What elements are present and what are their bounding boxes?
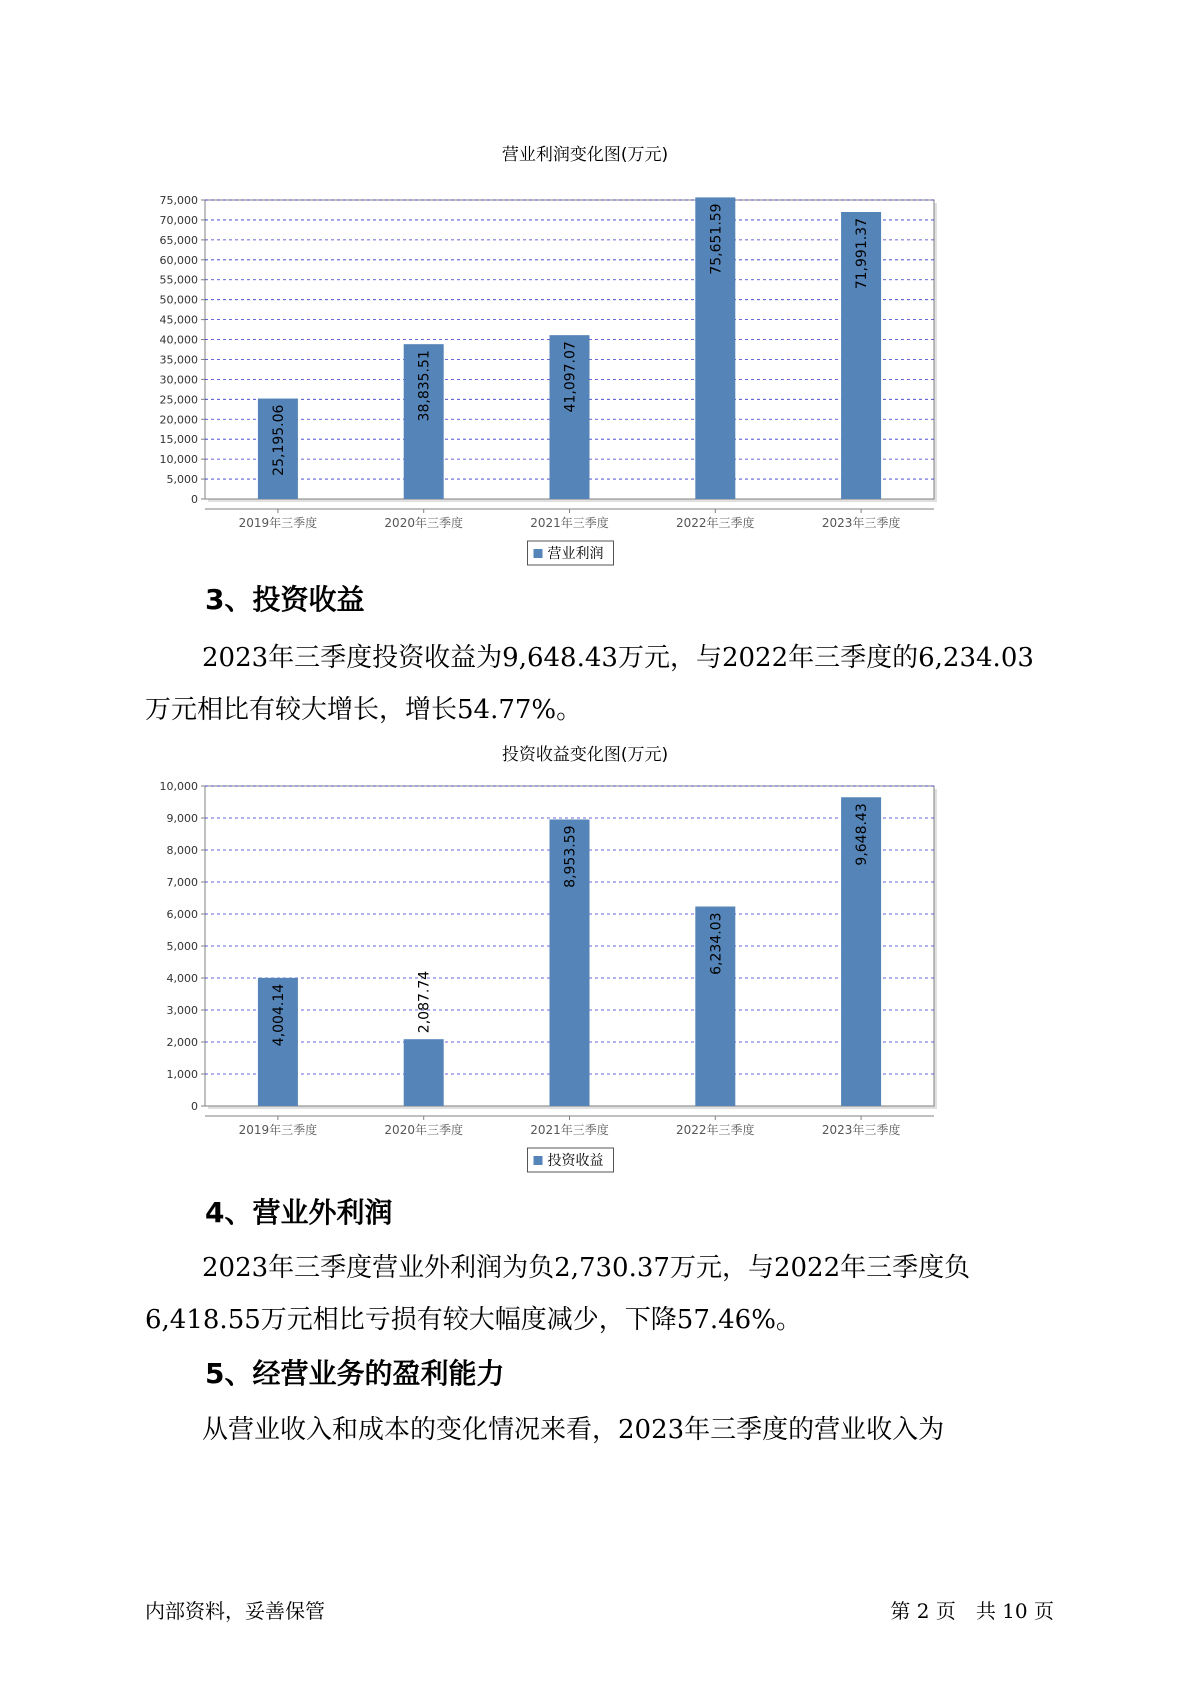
legend-swatch	[534, 1156, 543, 1165]
data-label: 75,651.59	[708, 203, 725, 275]
y-tick-label: 0	[191, 1100, 198, 1113]
x-tick-label: 2023年三季度	[821, 1123, 901, 1137]
legend-swatch	[534, 549, 543, 558]
bar	[404, 1039, 444, 1106]
investment-income-chart-svg	[155, 768, 1015, 1198]
data-label: 25,195.06	[270, 404, 287, 476]
data-label: 38,835.51	[416, 350, 433, 422]
y-tick-label: 3,000	[166, 1004, 198, 1017]
operating-profit-chart-svg	[155, 168, 1015, 588]
legend	[528, 541, 614, 565]
section-4-text: 2023年三季度营业外利润为负2,730.37万元，与2022年三季度负6,418.55万元相比亏损有较大幅度减少，下降57.46%。	[145, 1253, 971, 1335]
x-tick-label: 2022年三季度	[676, 1123, 755, 1137]
y-tick-label: 15,000	[159, 433, 198, 447]
y-tick-label: 40,000	[159, 333, 198, 347]
section-5-text: 从营业收入和成本的变化情况来看，2023年三季度的营业收入为	[202, 1415, 945, 1445]
y-tick-label: 65,000	[159, 233, 198, 247]
legend	[528, 1148, 614, 1172]
y-tick-label: 9,000	[166, 812, 198, 825]
x-tick-label: 2019年三季度	[238, 516, 318, 530]
y-tick-label: 4,000	[166, 972, 198, 985]
section-4-heading: 4、营业外利润	[205, 1196, 393, 1229]
x-tick-label: 2021年三季度	[530, 1123, 609, 1137]
data-label: 9,648.43	[854, 803, 871, 866]
y-tick-label: 8,000	[166, 844, 198, 857]
y-tick-label: 0	[191, 493, 198, 506]
data-label: 71,991.37	[854, 217, 871, 290]
section-3-text: 2023年三季度投资收益为9,648.43万元，与2022年三季度的6,234.03万元相比有较大增长，增长54.77%。	[145, 643, 1034, 725]
legend-label: 投资收益	[547, 1153, 604, 1169]
section-3-heading: 3、投资收益	[205, 583, 365, 616]
x-tick-label: 2020年三季度	[384, 1123, 463, 1137]
y-tick-label: 2,000	[166, 1036, 198, 1049]
y-tick-label: 7,000	[166, 876, 198, 889]
data-label: 2,087.74	[416, 970, 433, 1034]
y-tick-label: 30,000	[159, 373, 198, 387]
chart-title: 投资收益变化图(万元)	[501, 745, 669, 765]
y-tick-label: 20,000	[159, 413, 198, 427]
y-tick-label: 6,000	[166, 908, 198, 921]
y-tick-label: 60,000	[159, 253, 198, 267]
y-tick-label: 25,000	[159, 393, 198, 407]
data-label: 4,004.14	[270, 983, 287, 1047]
x-tick-label: 2022年三季度	[676, 516, 755, 530]
investment-income-chart	[155, 742, 1015, 1202]
section-5-heading: 5、经营业务的盈利能力	[205, 1357, 505, 1390]
operating-profit-chart	[155, 142, 1015, 592]
footer-confidential: 内部资料，妥善保管	[145, 1599, 325, 1623]
y-tick-label: 75,000	[159, 194, 198, 207]
y-tick-label: 35,000	[159, 353, 198, 367]
y-tick-label: 70,000	[159, 213, 198, 227]
y-tick-label: 45,000	[159, 313, 198, 327]
x-tick-label: 2020年三季度	[384, 516, 463, 530]
y-tick-label: 1,000	[166, 1068, 198, 1081]
y-tick-label: 5,000	[166, 473, 198, 487]
footer-page-number: 第 2 页 共 10 页	[890, 1599, 1054, 1623]
y-tick-label: 10,000	[159, 780, 198, 793]
data-label: 6,234.03	[708, 912, 725, 975]
x-tick-label: 2019年三季度	[238, 1123, 318, 1137]
legend-label: 营业利润	[547, 546, 604, 562]
x-tick-label: 2021年三季度	[530, 516, 609, 530]
y-tick-label: 5,000	[166, 940, 198, 953]
y-tick-label: 50,000	[159, 293, 198, 307]
x-tick-label: 2023年三季度	[821, 516, 901, 530]
y-tick-label: 55,000	[159, 273, 198, 287]
data-label: 41,097.07	[562, 341, 579, 413]
data-label: 8,953.59	[562, 825, 579, 888]
y-tick-label: 10,000	[159, 453, 198, 467]
chart-title: 营业利润变化图(万元)	[501, 145, 669, 165]
